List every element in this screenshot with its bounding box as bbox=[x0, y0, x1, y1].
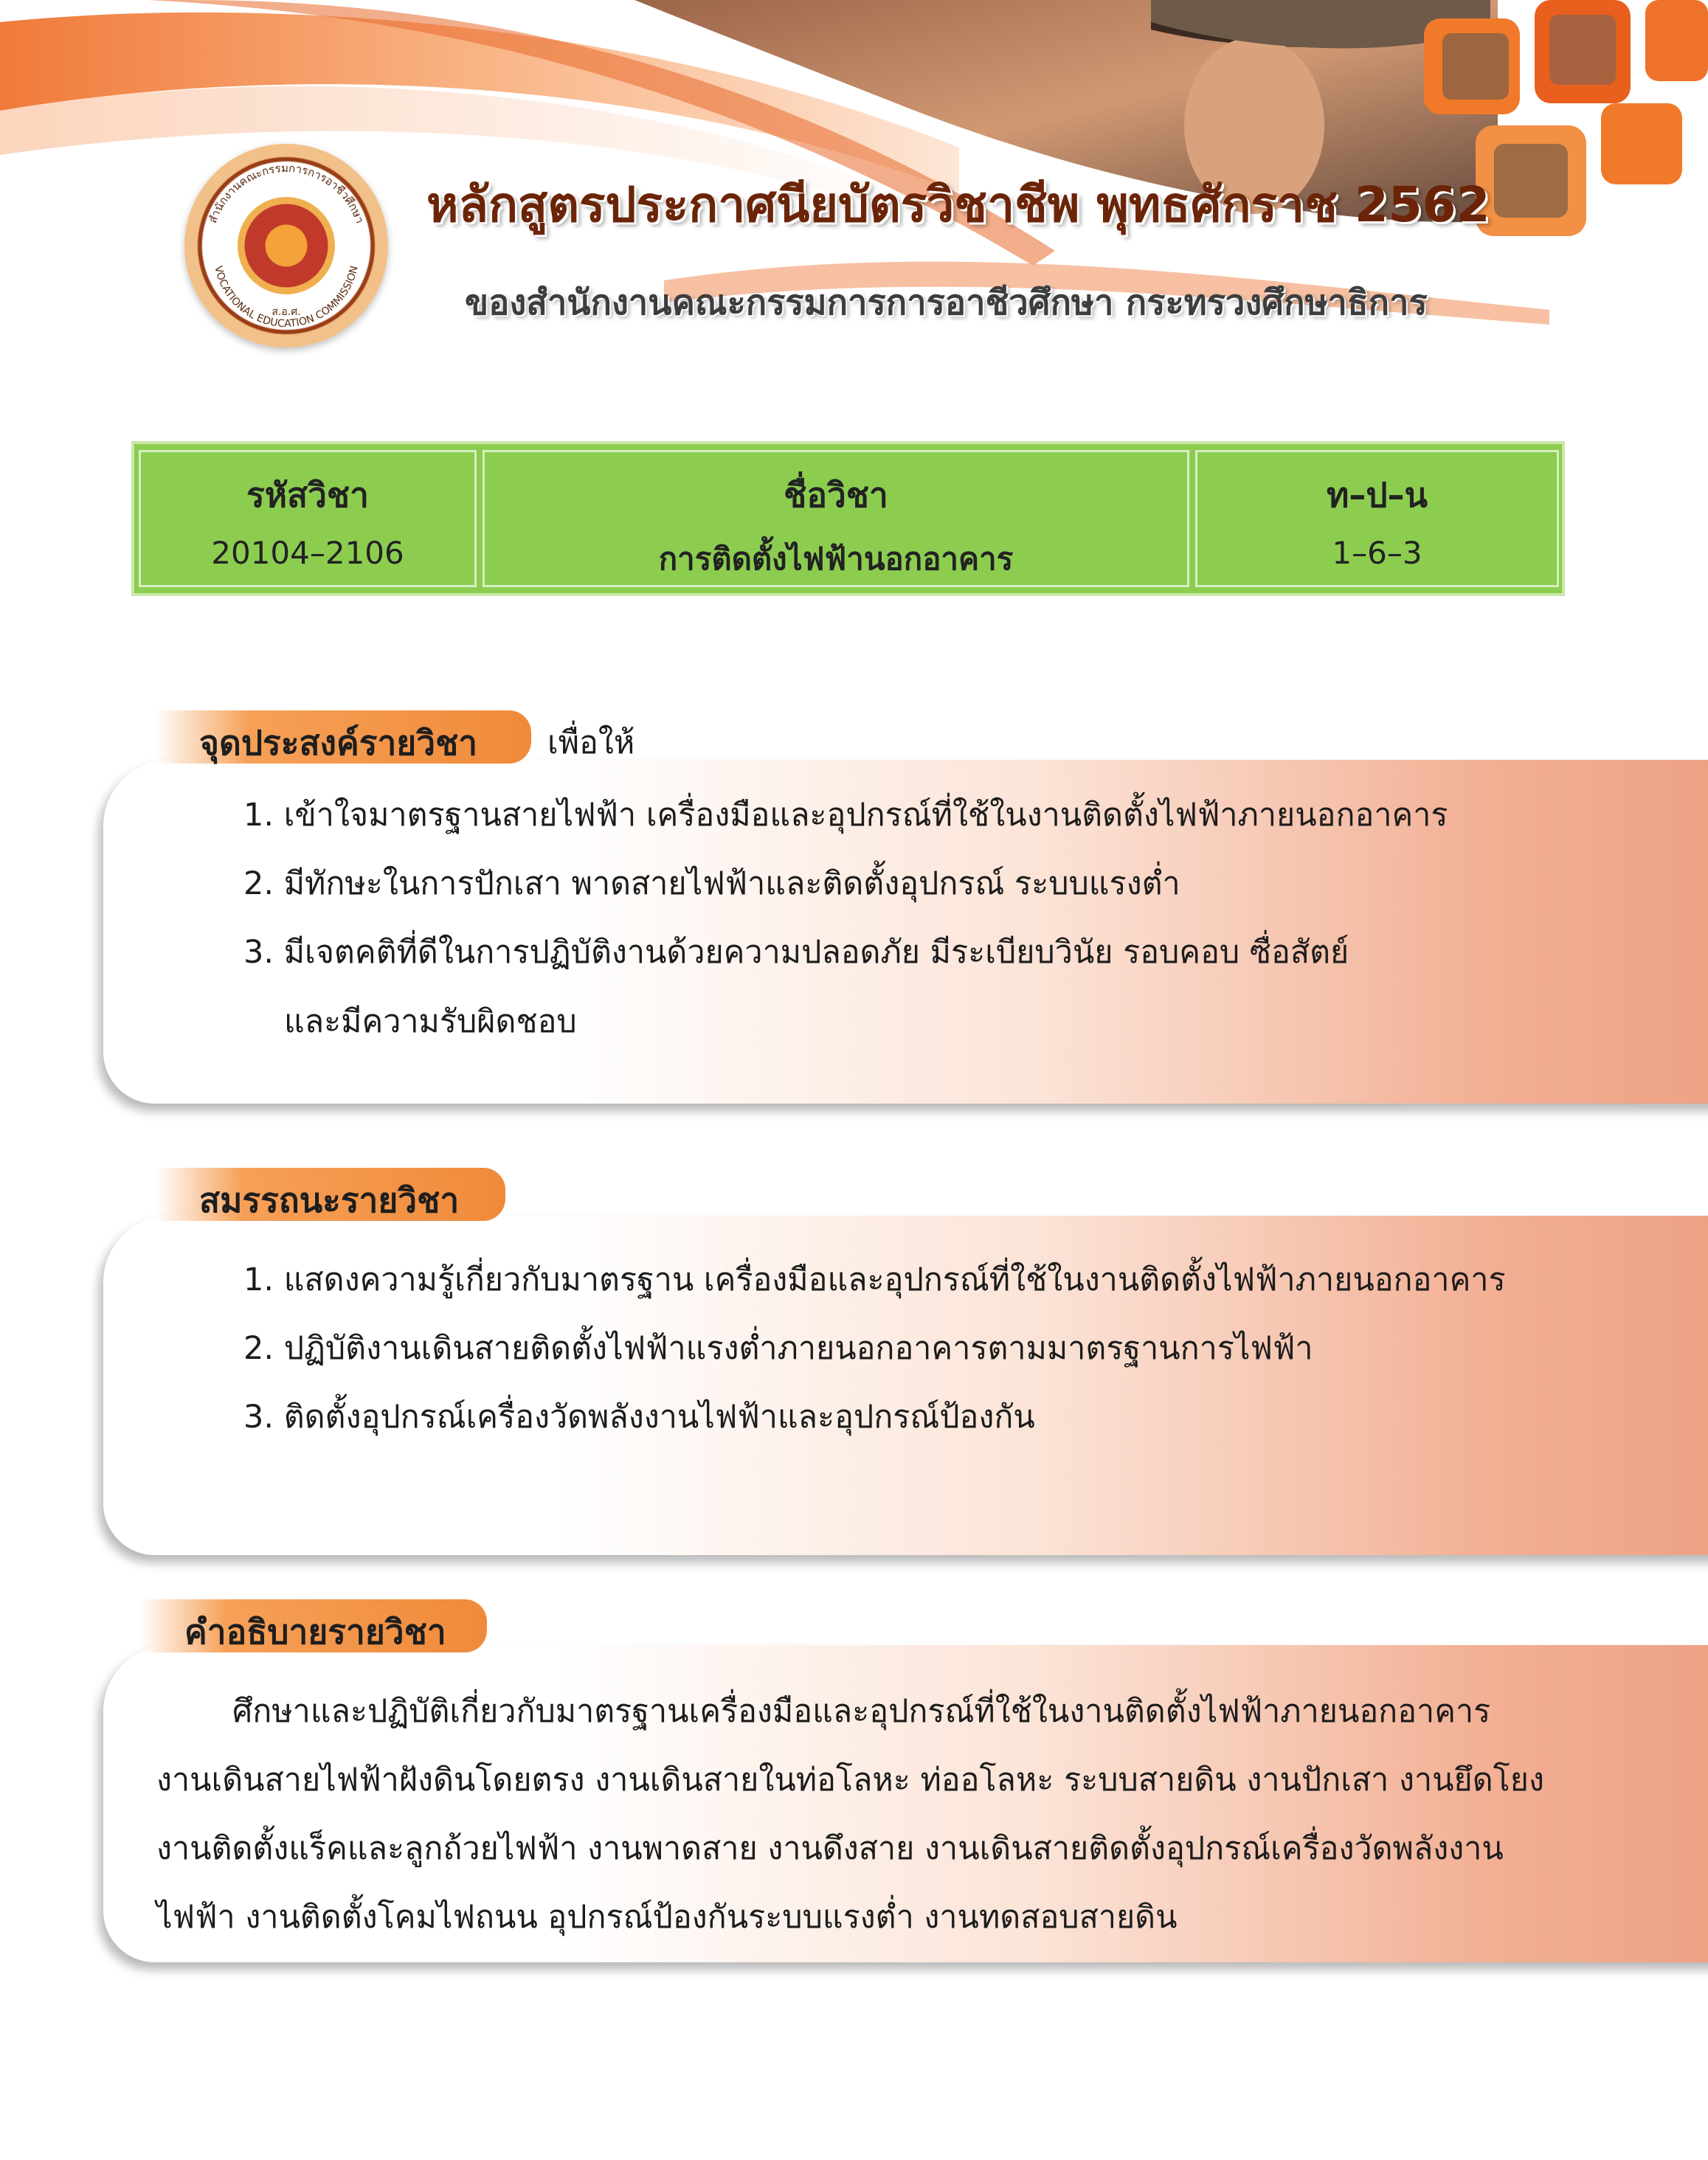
svg-text:ส.อ.ศ.: ส.อ.ศ. bbox=[272, 306, 301, 318]
description-line-1: ศึกษาและปฏิบัติเกี่ยวกับมาตรฐานเครื่องมือและอุปกรณ์ที่ใช้ในงานติดตั้งไฟฟ้าภายนอกอาคาร bbox=[232, 1693, 1491, 1730]
course-name-cell bbox=[483, 450, 1189, 587]
description-heading-tab bbox=[140, 1599, 487, 1652]
course-name-header: ชื่อวิชา bbox=[784, 475, 888, 515]
page-title: หลักสูตรประกาศนียบัตรวิชาชีพ พุทธศักราช 2562 bbox=[426, 176, 1490, 233]
svg-text:สำนักงานคณะกรรมการการอาชีวศึกษ: สำนักงานคณะกรรมการการอาชีวศึกษา bbox=[206, 161, 367, 226]
description-line-3: งานติดตั้งแร็คและลูกถ้วยไฟฟ้า งานพาดสาย งานดึงสาย งานเดินสายติดตั้งอุปกรณ์เครื่องวัดพลังงาน bbox=[156, 1830, 1504, 1867]
logo-emblem-icon bbox=[238, 197, 335, 294]
header-banner bbox=[0, 0, 1708, 384]
vocational-commission-logo bbox=[184, 144, 388, 347]
course-code-cell bbox=[139, 450, 477, 587]
page-subtitle: ของสำนักงานคณะกรรมการการอาชีวศึกษา กระทรวงศึกษาธิการ bbox=[465, 283, 1428, 323]
description-line-2: งานเดินสายไฟฟ้าฝังดินโดยตรง งานเดินสายในท่อโลหะ ท่ออโลหะ ระบบสายดิน งานปักเสา งานยึดโยง bbox=[156, 1762, 1544, 1799]
course-code-value: 20104–2106 bbox=[211, 535, 404, 571]
course-code-header: รหัสวิชา bbox=[246, 475, 369, 515]
objective-item-3: 3. มีเจตคติที่ดีในการปฏิบัติงานด้วยความปลอดภัย มีระเบียบวินัย รอบคอบ ซื่อสัตย์ bbox=[243, 934, 1349, 971]
competencies-heading-tab bbox=[155, 1168, 505, 1221]
course-hours-value: 1–6–3 bbox=[1332, 535, 1422, 571]
objectives-intro: เพื่อให้ bbox=[547, 724, 635, 761]
competency-item-3: 3. ติดตั้งอุปกรณ์เครื่องวัดพลังงานไฟฟ้าและอุปกรณ์ป้องกัน bbox=[243, 1399, 1035, 1436]
course-info-table bbox=[131, 441, 1565, 596]
competencies-heading: สมรรถนะรายวิชา bbox=[199, 1180, 460, 1220]
objectives-heading-tab bbox=[155, 710, 531, 764]
course-name-value: การติดตั้งไฟฟ้านอกอาคาร bbox=[658, 541, 1014, 577]
objective-item-1: 1. เข้าใจมาตรฐานสายไฟฟ้า เครื่องมือและอุปกรณ์ที่ใช้ในงานติดตั้งไฟฟ้าภายนอกอาคาร bbox=[243, 797, 1448, 834]
course-hours-cell bbox=[1195, 450, 1559, 587]
competency-item-1: 1. แสดงความรู้เกี่ยวกับมาตรฐาน เครื่องมือและอุปกรณ์ที่ใช้ในงานติดตั้งไฟฟ้าภายนอกอาคาร bbox=[243, 1261, 1506, 1298]
course-hours-header: ท–ป–น bbox=[1327, 475, 1428, 515]
svg-text:VOCATIONAL EDUCATION COMMISSIO: VOCATIONAL EDUCATION COMMISSION bbox=[212, 264, 361, 330]
description-line-4: ไฟฟ้า งานติดตั้งโคมไฟถนน อุปกรณ์ป้องกันระบบแรงต่ำ งานทดสอบสายดิน bbox=[156, 1899, 1178, 1936]
competency-item-2: 2. ปฏิบัติงานเดินสายติดตั้งไฟฟ้าแรงต่ำภายนอกอาคารตามมาตรฐานการไฟฟ้า bbox=[243, 1330, 1313, 1367]
objectives-heading: จุดประสงค์รายวิชา bbox=[199, 723, 478, 763]
objective-item-2: 2. มีทักษะในการปักเสา พาดสายไฟฟ้าและติดตั้งอุปกรณ์ ระบบแรงต่ำ bbox=[243, 865, 1180, 902]
description-heading: คำอธิบายรายวิชา bbox=[184, 1612, 446, 1652]
objective-item-3-continued: และมีความรับผิดชอบ bbox=[284, 1003, 577, 1040]
